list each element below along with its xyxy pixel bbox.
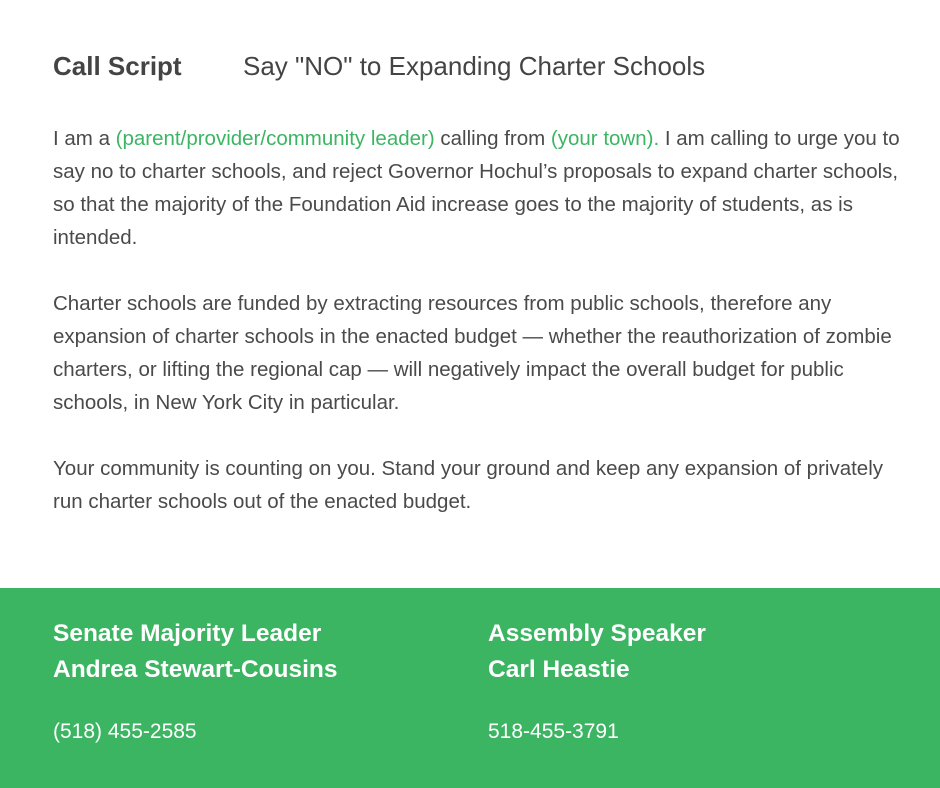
script-text: I am calling to urge you to say no to charter schools, and reject Governor Hochul’s proposals to expand charter schools, so that the majority of the Foundation Aid increase goes to the majority of students, as is intended.	[53, 127, 900, 249]
contact-senate	[53, 616, 338, 746]
contact-role: Senate Majority Leader	[53, 620, 322, 647]
header	[53, 50, 705, 82]
role-placeholder: (parent/provider/community leader)	[115, 127, 435, 150]
script-body	[53, 122, 913, 551]
town-placeholder: (your town).	[550, 127, 660, 150]
script-paragraph-1	[53, 122, 913, 254]
contact-name: Andrea Stewart-Cousins	[53, 656, 338, 683]
call-script-label: Call Script	[53, 51, 182, 81]
script-paragraph-3: Your community is counting on you. Stand your ground and keep any expansion of privately run charter schools out of the enacted budget.	[53, 457, 884, 513]
contact-footer	[0, 588, 940, 788]
contact-assembly	[488, 616, 706, 746]
contact-phone[interactable]: (518) 455-2585	[53, 720, 197, 743]
page-title: Say "NO" to Expanding Charter Schools	[243, 51, 706, 81]
script-paragraph-2: Charter schools are funded by extracting resources from public schools, therefore any expansion of charter schools in the enacted budget — whether the reauthorization of zombie charters, or lifting the regional cap — will negatively impact the overall budget for public schools, in New York City in particular.	[53, 292, 892, 414]
contact-name: Carl Heastie	[488, 656, 630, 683]
contact-role: Assembly Speaker	[488, 620, 706, 647]
script-text: I am a	[53, 127, 116, 150]
contact-phone[interactable]: 518-455-3791	[488, 720, 619, 743]
script-text: calling from	[434, 127, 551, 150]
